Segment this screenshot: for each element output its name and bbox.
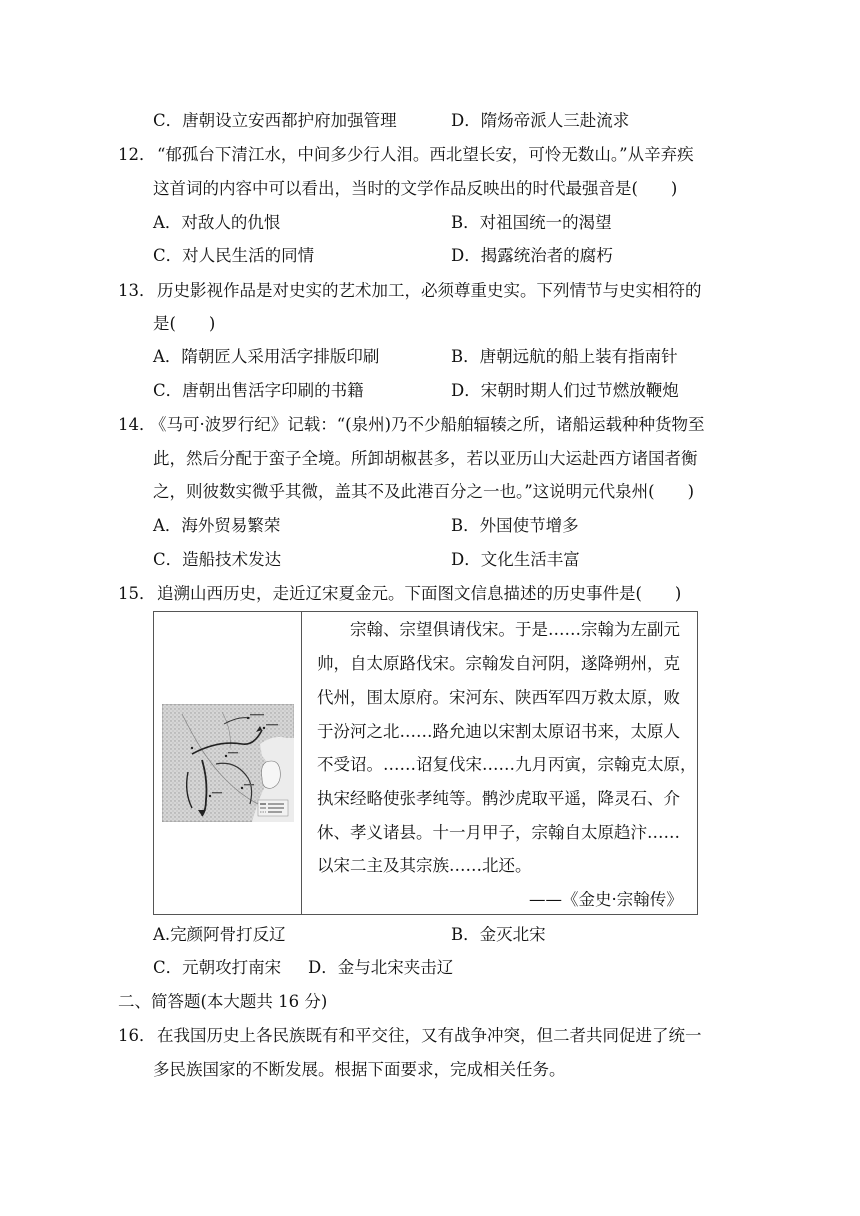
q16-number: 16． — [118, 1026, 156, 1045]
q15-material-box — [153, 611, 698, 915]
q15-option-c: C．元朝攻打南宋 — [153, 958, 282, 977]
q16-stem-line1: 在我国历史上各民族既有和平交往，又有战争冲突，但二者共同促进了统一 — [157, 1026, 702, 1045]
quote-line-4: 于汾河之北……路允迪以宋割太原诏书来，太原人 — [317, 722, 680, 741]
historical-map-image — [162, 704, 294, 822]
q14-option-c: C．造船技术发达 — [153, 550, 282, 569]
quote-line-6: 执宋经略使张孝纯等。鹘沙虎取平遥，降灵石、介 — [317, 789, 680, 808]
q15-number: 15． — [118, 584, 156, 603]
q12-number: 12． — [118, 145, 156, 164]
q14-option-a: A．海外贸易繁荣 — [153, 516, 281, 535]
q13-stem-line2: 是( ) — [153, 314, 216, 333]
q13-option-b: B．唐朝远航的船上装有指南针 — [451, 347, 678, 366]
quote-line-7: 休、孝义诸县。十一月甲子，宗翰自太原趋汴…… — [317, 823, 680, 842]
quote-line-5: 不受诏。……诏复伐宋……九月丙寅，宗翰克太原， — [317, 755, 697, 774]
quote-line-3: 代州，围太原府。宋河东、陕西军四万救太原，败 — [317, 688, 680, 707]
q13-number: 13． — [118, 281, 156, 300]
q14-stem-line2: 此，然后分配于蛮子全境。所卸胡椒甚多，若以亚历山大运赴西方诸国者衡 — [153, 449, 698, 468]
q13-stem-line1: 历史影视作品是对史实的艺术加工，必须尊重史实。下列情节与史实相符的 — [157, 281, 702, 300]
quote-line-2: 帅，自太原路伐宋。宗翰发自河阴，遂降朔州，克 — [317, 654, 680, 673]
q14-option-d: D．文化生活丰富 — [451, 550, 580, 569]
q13-option-c: C．唐朝出售活字印刷的书籍 — [153, 381, 364, 400]
quote-line-8: 以宋二主及其宗族……北还。 — [317, 856, 532, 875]
quote-line-1: 宗翰、宗望俱请伐宋。于是……宗翰为左副元 — [317, 620, 680, 639]
q14-stem-line1: 《马可·波罗行纪》记载：“(泉州)乃不少船舶辐辏之所，诸船运载种种货物至 — [150, 415, 705, 434]
q15-option-b: B．金灭北宋 — [451, 925, 546, 944]
box-divider — [301, 612, 302, 914]
q14-stem-line3: 之，则彼数实微乎其微，盖其不及此港百分之一也。”这说明元代泉州( ) — [153, 482, 695, 501]
q12-option-d: D．揭露统治者的腐朽 — [451, 246, 613, 265]
q12-option-b: B．对祖国统一的渴望 — [451, 213, 612, 232]
q11-option-c: C．唐朝设立安西都护府加强管理 — [153, 111, 397, 130]
q16-stem-line2: 多民族国家的不断发展。根据下面要求，完成相关任务。 — [153, 1060, 566, 1079]
q15-option-a: A.完颜阿骨打反辽 — [153, 925, 286, 944]
q14-number: 14． — [118, 415, 156, 434]
section-heading: 二、简答题(本大题共 16 分) — [118, 992, 328, 1011]
q12-option-a: A．对敌人的仇恨 — [153, 213, 281, 232]
q14-option-b: B．外国使节增多 — [451, 516, 579, 535]
q11-option-d: D．隋炀帝派人三赴流求 — [451, 111, 630, 130]
quote-source: ——《金史·宗翰传》 — [529, 890, 683, 909]
q15-option-d: D．金与北宋夹击辽 — [308, 958, 454, 977]
q12-stem-line2: 这首词的内容中可以看出，当时的文学作品反映出的时代最强音是( ) — [153, 179, 678, 198]
q12-stem-line1: “郁孤台下清江水，中间多少行人泪。西北望长安，可怜无数山。”从辛弃疾 — [157, 145, 694, 164]
q15-stem-line1: 追溯山西历史，走近辽宋夏金元。下面图文信息描述的历史事件是( ) — [157, 584, 682, 603]
q12-option-c: C．对人民生活的同情 — [153, 246, 315, 265]
q13-option-a: A．隋朝匠人采用活字排版印刷 — [153, 347, 380, 366]
q13-option-d: D．宋朝时期人们过节燃放鞭炮 — [451, 381, 679, 400]
